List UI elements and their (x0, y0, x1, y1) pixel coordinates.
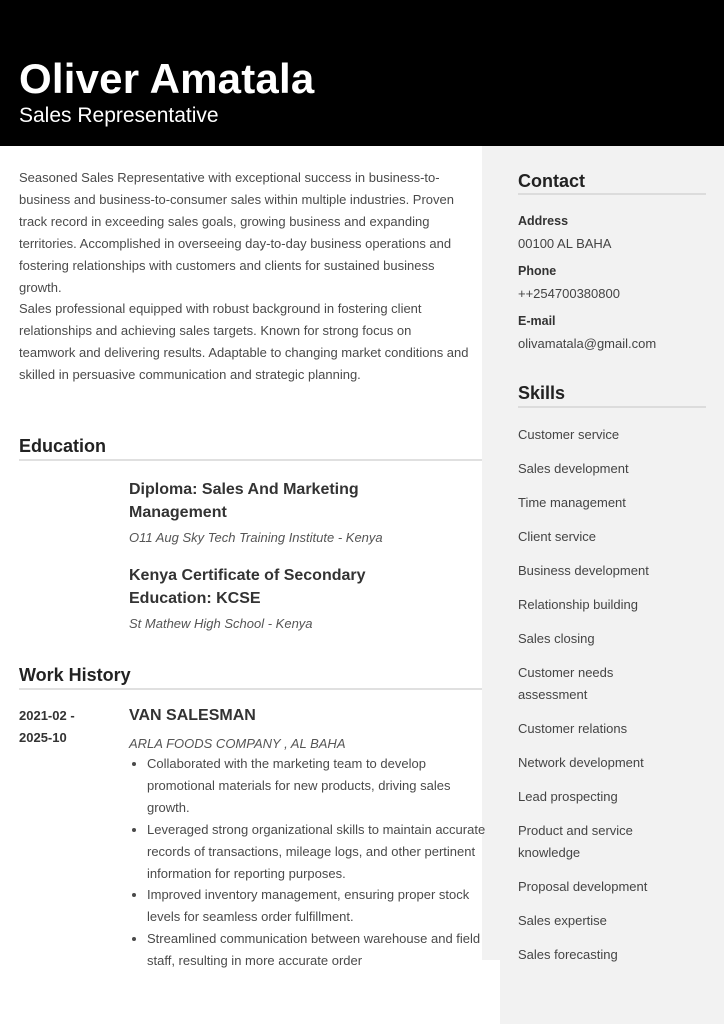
section-divider (19, 688, 482, 690)
skills-heading: Skills (518, 383, 566, 403)
email-value: olivamatala@gmail.com (518, 336, 657, 351)
skill-item: Sales forecasting (518, 947, 618, 962)
contact-heading: Contact (518, 171, 585, 191)
phone-label: Phone (518, 264, 557, 278)
skill-item: Sales closing (518, 631, 595, 646)
job-company: ARLA FOODS COMPANY , AL BAHA (129, 736, 346, 751)
job-date-end: 2025-10 (19, 730, 67, 745)
candidate-name: Oliver Amatala (19, 55, 315, 102)
skill-item: Time management (518, 495, 626, 510)
skill-item: Relationship building (518, 597, 638, 612)
skill-item: Sales expertise (518, 913, 607, 928)
candidate-role: Sales Representative (19, 104, 219, 127)
skill-item: Customer relations (518, 721, 628, 736)
work-history-heading: Work History (19, 665, 131, 685)
professional-summary (19, 167, 469, 386)
education-degree: Diploma: Sales And Marketing Management (129, 481, 359, 521)
skill-item: Business development (518, 563, 649, 578)
job-bullet: • Leveraged strong organizational skills to maintain accurate records of transactions, mileage logs, and other pertinent information for reporting purposes. (147, 819, 492, 885)
education-details: O11 Aug Sky Tech Training Institute - Kenya (129, 530, 383, 545)
address-value: 00100 AL BAHA (518, 236, 612, 251)
section-divider (518, 193, 706, 195)
job-bullet: • Improved inventory management, ensuring proper stock levels for seamless order fulfillment. (147, 884, 492, 928)
skills-list (518, 424, 703, 978)
job-bullet: • Streamlined communication between warehouse and field staff, resulting in more accurate order (147, 928, 492, 972)
header-banner (0, 0, 724, 146)
skill-item: Customer needs assessment (518, 665, 614, 702)
phone-value: ++254700380800 (518, 286, 620, 301)
education-degree: Kenya Certificate of Secondary Education: KCSE (129, 567, 366, 607)
education-item (129, 564, 429, 631)
job-dates (19, 705, 99, 749)
education-heading: Education (19, 436, 107, 456)
job-date-start: 2021-02 - (19, 708, 75, 723)
skill-item: Network development (518, 755, 644, 770)
education-details: St Mathew High School - Kenya (129, 616, 313, 631)
job-responsibilities (129, 753, 492, 972)
job-title: VAN SALESMAN (129, 707, 256, 724)
summary-paragraph: Seasoned Sales Representative with exceptional success in business-to-business and business-to-consumer sales within multiple industries. Proven track record in exceeding sales goals, growing business and expanding territories. Accomplished in overseeing day-to-day business operations and fostering relationships with customers and clients for sustained business growth. (19, 170, 454, 295)
skill-item: Customer service (518, 427, 620, 442)
education-item (129, 478, 429, 545)
section-divider (19, 459, 482, 461)
skill-item: Lead prospecting (518, 789, 618, 804)
email-label: E-mail (518, 314, 556, 328)
job-bullet: • Collaborated with the marketing team to develop promotional materials for new products, driving sales growth. (147, 753, 492, 819)
skill-item: Sales development (518, 461, 629, 476)
section-divider (518, 406, 706, 408)
summary-paragraph: Sales professional equipped with robust background in fostering client relationships and achieving sales targets. Known for strong focus on teamwork and delivering results. Adaptable to changing market conditions and skilled in persuasive communication and strategic planning. (19, 301, 469, 383)
skill-item: Proposal development (518, 879, 648, 894)
skill-item: Client service (518, 529, 597, 544)
skill-item: Product and service knowledge (518, 823, 633, 860)
address-label: Address (518, 214, 569, 228)
